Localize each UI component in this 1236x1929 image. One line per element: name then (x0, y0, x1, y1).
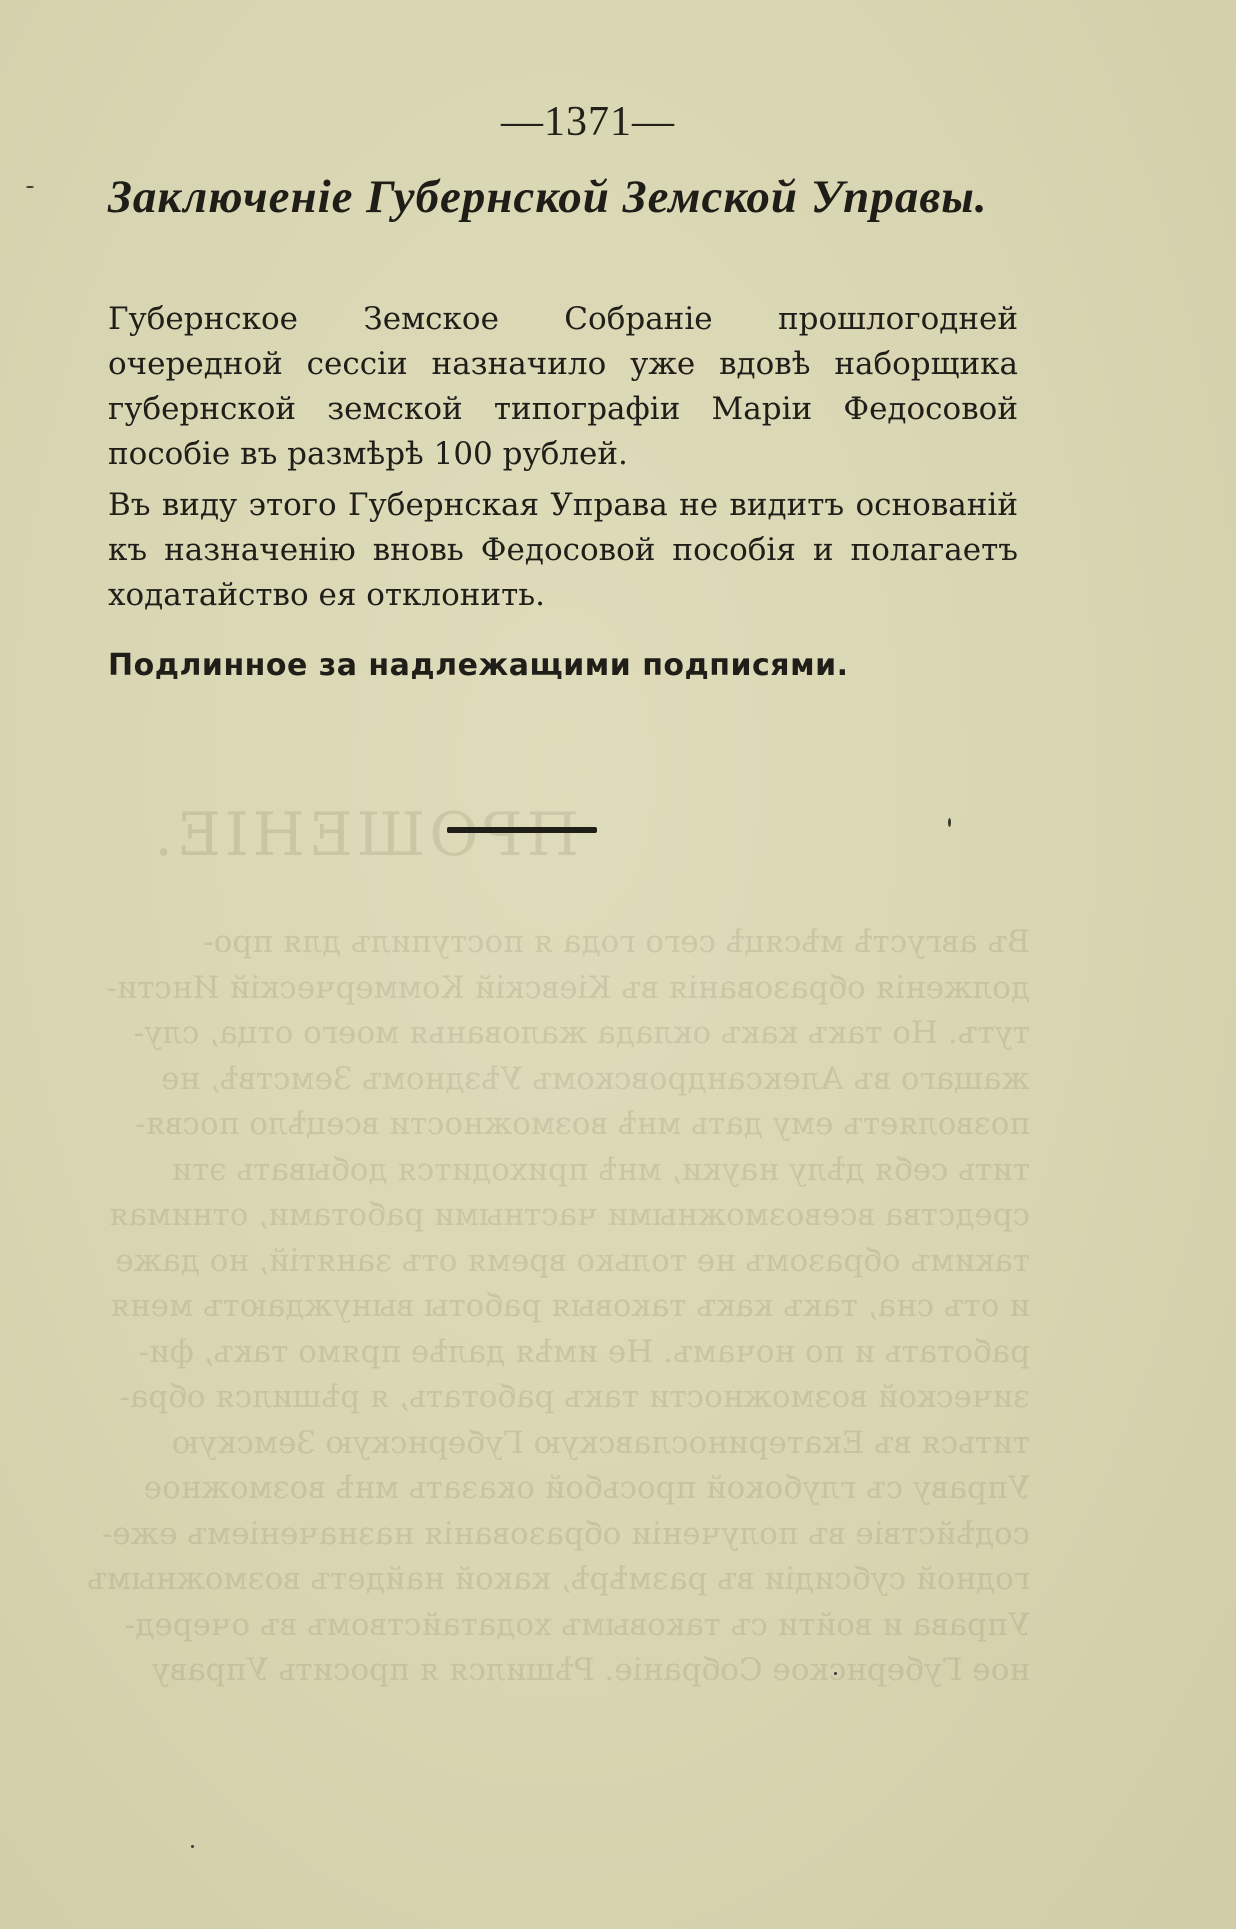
bleed-through-line: позволяетъ ему дать мнѣ возможности всецѣло посвя- (135, 1106, 1030, 1142)
bleed-through-title: ПРОШЕНІЕ. (150, 800, 580, 870)
bleed-through-line: долженія образованія въ Кіевскій Коммерческій Инсти- (106, 969, 1030, 1006)
bleed-through-line: средства всевозможными частными работами, отнимая (109, 1197, 1030, 1233)
paper-speck (26, 186, 34, 188)
bleed-through-line: годной субсидіи въ размѣрѣ, какой найдетъ возможнымъ (87, 1561, 1030, 1597)
bleed-through-line: и отъ сна, такъ какъ таковыя работы вынуждаютъ меня (110, 1288, 1030, 1324)
paper-speck (948, 818, 951, 827)
section-heading: Заключеніе Губернской Земской Управы. (108, 171, 988, 223)
bleed-through-text (87, 920, 1030, 1694)
section-divider (447, 827, 597, 833)
paper-speck (191, 1845, 194, 1848)
paragraph-1: Губернское Земское Собраніе прошлогодней очередной сессіи назначило уже вдовѣ наборщика губернской земской типографіи Маріи Федосовой пособіе въ размѣрѣ 100 рублей. (108, 301, 1018, 472)
bleed-through-line: такимъ образомъ не только время отъ занятій, но даже (115, 1242, 1030, 1279)
paper-speck (834, 1672, 837, 1675)
bleed-through-line: титься въ Екатеринославскую Губернскую Земскую (171, 1424, 1030, 1461)
signature-note: Подлинное за надлежащими подписями. (108, 648, 849, 683)
bleed-through-line: жащаго въ Александровскомъ Уѣздномъ Земствѣ, не (161, 1060, 1030, 1097)
bleed-through-line: Управа и войти съ таковымъ ходатайствомъ въ очеред- (124, 1606, 1030, 1643)
paragraph-2: Въ виду этого Губернская Управа не видитъ основаній къ назначенію вновь Федосовой пособія и полагаетъ ходатайство ея отклонить. (108, 487, 1018, 613)
bleed-through-line: ное Губернское Собраніе. Рѣшился я просить Управу (151, 1652, 1030, 1688)
bleed-through-line: зической возможности такъ работать, я рѣшился обра- (119, 1379, 1030, 1415)
bleed-through-line: Управу съ глубокой просьбой оказать мнѣ возможное (143, 1470, 1030, 1506)
bleed-through-line: содѣйствіе въ полученіи образованія назначеніемъ еже- (101, 1515, 1030, 1552)
bleed-through-line: тутъ. Но такъ какъ оклада жалованья моего отца, слу- (133, 1015, 1030, 1051)
page-number: —1371— (501, 99, 675, 145)
bleed-through-line: тить себя дѣлу науки, мнѣ приходится добывать эти (171, 1151, 1030, 1188)
bleed-through-line: Въ августѣ мѣсяцѣ сего года я поступилъ для про- (203, 924, 1030, 960)
bleed-through-line: работать и по ночамъ. Не имѣя далѣе прямо такъ, фи- (138, 1333, 1030, 1370)
